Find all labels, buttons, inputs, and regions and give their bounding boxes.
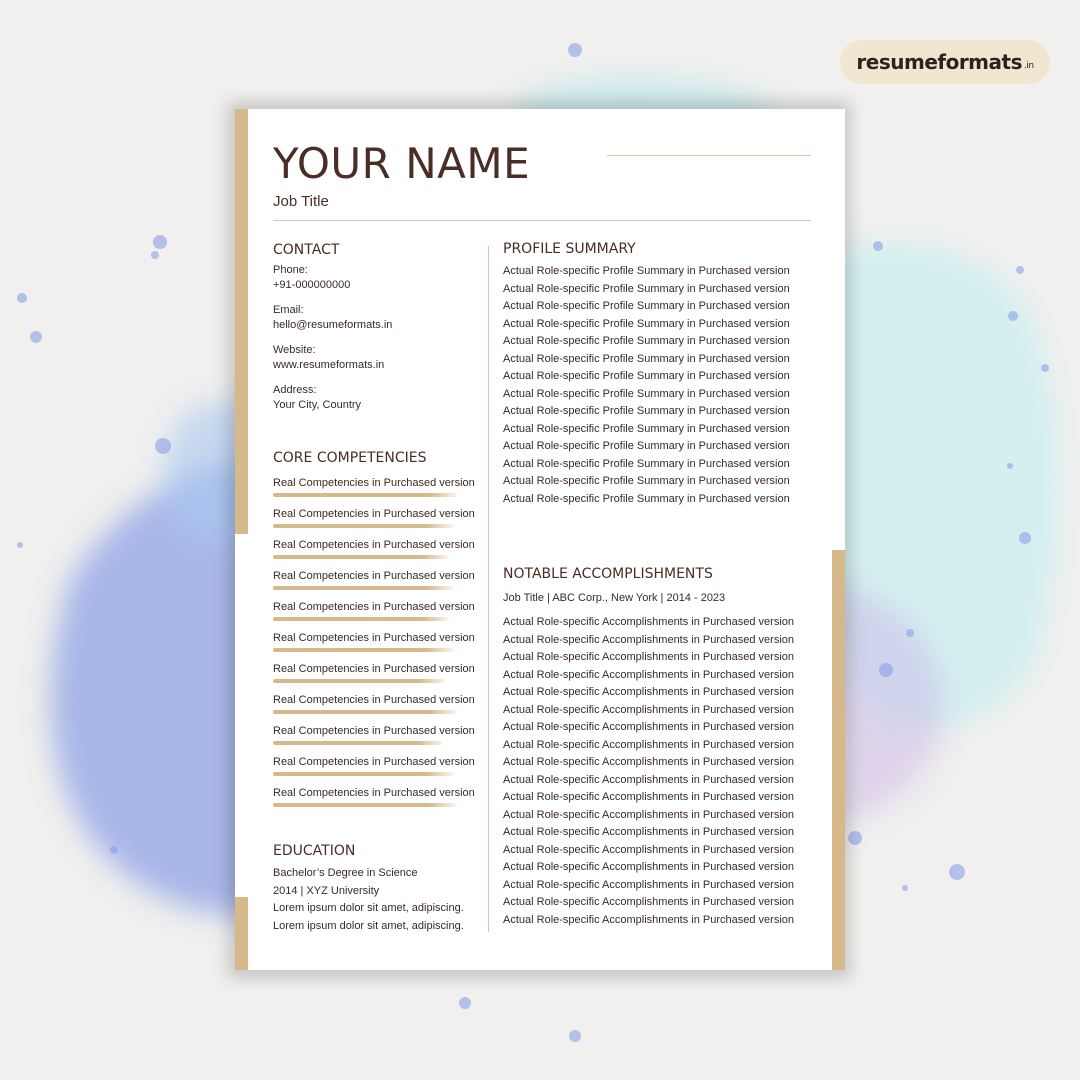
summary-line: Actual Role-specific Profile Summary in Purchased version <box>503 422 790 435</box>
contact-heading: CONTACT <box>273 242 340 258</box>
profile-summary-heading: PROFILE SUMMARY <box>503 241 636 257</box>
competency-label: Real Competencies in Purchased version <box>273 632 475 644</box>
competency-label: Real Competencies in Purchased version <box>273 570 475 582</box>
summary-line: Actual Role-specific Profile Summary in Purchased version <box>503 352 790 365</box>
summary-line: Actual Role-specific Profile Summary in Purchased version <box>503 492 790 505</box>
website-label: Website: <box>273 344 316 356</box>
competency-item <box>273 756 483 787</box>
accomplishment-line: Actual Role-specific Accomplishments in Purchased version <box>503 633 795 646</box>
competency-label: Real Competencies in Purchased version <box>273 477 475 489</box>
gold-accent-top-left <box>235 109 248 534</box>
competency-level-bar <box>273 586 453 590</box>
competency-item <box>273 601 483 632</box>
summary-line: Actual Role-specific Profile Summary in Purchased version <box>503 317 790 330</box>
profile-summary-text <box>503 263 813 508</box>
summary-line: Actual Role-specific Profile Summary in Purchased version <box>503 405 790 417</box>
competency-label: Real Competencies in Purchased version <box>273 601 475 613</box>
competency-label: Real Competencies in Purchased version <box>273 508 475 520</box>
education-school: 2014 | XYZ University <box>273 884 380 897</box>
phone-label: Phone: <box>273 264 308 276</box>
accomplishment-line: Actual Role-specific Accomplishments in Purchased version <box>503 616 795 628</box>
competency-level-bar <box>273 617 449 621</box>
education-detail: Lorem ipsum dolor sit amet, adipiscing. <box>273 919 464 932</box>
gold-accent-right <box>832 550 845 970</box>
competency-label: Real Competencies in Purchased version <box>273 694 475 706</box>
summary-line: Actual Role-specific Profile Summary in Purchased version <box>503 282 790 295</box>
competency-item <box>273 787 483 818</box>
competency-item <box>273 570 483 601</box>
competencies-heading: CORE COMPETENCIES <box>273 450 427 466</box>
accomplishment-line: Actual Role-specific Accomplishments in Purchased version <box>503 808 795 821</box>
competency-label: Real Competencies in Purchased version <box>273 787 475 799</box>
summary-line: Actual Role-specific Profile Summary in Purchased version <box>503 300 790 312</box>
competencies-list <box>273 477 483 818</box>
accomplishments-heading: NOTABLE ACCOMPLISHMENTS <box>503 566 713 582</box>
accomplishments-job-line: Job Title | ABC Corp., New York | 2014 - 2023 <box>503 592 726 604</box>
competency-item <box>273 663 483 694</box>
contact-email <box>273 303 473 333</box>
accomplishment-line: Actual Role-specific Accomplishments in Purchased version <box>503 668 795 681</box>
gold-accent-bottom-left <box>235 897 248 970</box>
accomplishment-line: Actual Role-specific Accomplishments in Purchased version <box>503 773 795 786</box>
summary-line: Actual Role-specific Profile Summary in Purchased version <box>503 387 790 400</box>
competency-level-bar <box>273 493 457 497</box>
resume-page <box>235 109 845 970</box>
competency-item <box>273 632 483 663</box>
logo-text: resumeformats <box>856 50 1022 74</box>
summary-line: Actual Role-specific Profile Summary in Purchased version <box>503 475 790 487</box>
competency-label: Real Competencies in Purchased version <box>273 539 475 551</box>
accomplishment-line: Actual Role-specific Accomplishments in Purchased version <box>503 703 795 716</box>
summary-line: Actual Role-specific Profile Summary in Purchased version <box>503 457 790 470</box>
competency-label: Real Competencies in Purchased version <box>273 663 475 675</box>
contact-address <box>273 383 473 413</box>
accomplishment-line: Actual Role-specific Accomplishments in Purchased version <box>503 878 795 891</box>
brand-logo <box>840 40 1050 84</box>
header-divider <box>273 220 811 221</box>
contact-website <box>273 343 473 373</box>
competency-item <box>273 725 483 756</box>
competency-label: Real Competencies in Purchased version <box>273 756 475 768</box>
phone-value: +91-000000000 <box>273 279 351 291</box>
accomplishment-line: Actual Role-specific Accomplishments in Purchased version <box>503 826 795 838</box>
email-value: hello@resumeformats.in <box>273 319 393 331</box>
logo-suffix: .in <box>1024 61 1034 71</box>
competency-level-bar <box>273 741 443 745</box>
competency-item <box>273 477 483 508</box>
summary-line: Actual Role-specific Profile Summary in Purchased version <box>503 440 790 452</box>
education-section <box>273 865 483 935</box>
competency-level-bar <box>273 555 449 559</box>
accomplishments-list <box>503 614 813 929</box>
competency-level-bar <box>273 772 453 776</box>
competency-item <box>273 539 483 570</box>
education-detail: Lorem ipsum dolor sit amet, adipiscing. <box>273 902 464 914</box>
competency-level-bar <box>273 679 445 683</box>
candidate-name: YOUR NAME <box>273 139 531 188</box>
competency-level-bar <box>273 524 453 528</box>
email-label: Email: <box>273 304 304 316</box>
accomplishment-line: Actual Role-specific Accomplishments in Purchased version <box>503 861 795 873</box>
competency-item <box>273 508 483 539</box>
summary-line: Actual Role-specific Profile Summary in Purchased version <box>503 370 790 382</box>
accomplishment-line: Actual Role-specific Accomplishments in Purchased version <box>503 721 795 733</box>
column-divider <box>488 246 489 932</box>
accomplishment-line: Actual Role-specific Accomplishments in Purchased version <box>503 738 795 751</box>
accomplishment-line: Actual Role-specific Accomplishments in Purchased version <box>503 651 795 663</box>
accomplishment-line: Actual Role-specific Accomplishments in Purchased version <box>503 686 795 698</box>
education-heading: EDUCATION <box>273 843 356 859</box>
accomplishment-line: Actual Role-specific Accomplishments in Purchased version <box>503 756 795 768</box>
summary-line: Actual Role-specific Profile Summary in Purchased version <box>503 265 790 277</box>
accomplishment-line: Actual Role-specific Accomplishments in Purchased version <box>503 896 795 908</box>
summary-line: Actual Role-specific Profile Summary in Purchased version <box>503 335 790 347</box>
accomplishment-line: Actual Role-specific Accomplishments in Purchased version <box>503 843 795 856</box>
contact-section <box>273 263 473 423</box>
accomplishment-line: Actual Role-specific Accomplishments in Purchased version <box>503 791 795 803</box>
address-label: Address: <box>273 384 317 396</box>
education-degree: Bachelor’s Degree in Science <box>273 867 418 879</box>
competency-label: Real Competencies in Purchased version <box>273 725 475 737</box>
competency-item <box>273 694 483 725</box>
accomplishment-line: Actual Role-specific Accomplishments in Purchased version <box>503 913 795 926</box>
address-value: Your City, Country <box>273 399 362 411</box>
competency-level-bar <box>273 803 457 807</box>
competency-level-bar <box>273 648 453 652</box>
job-title: Job Title <box>273 193 329 210</box>
competency-level-bar <box>273 710 457 714</box>
website-value: www.resumeformats.in <box>273 359 385 371</box>
name-rule <box>607 155 811 156</box>
contact-phone <box>273 263 473 293</box>
